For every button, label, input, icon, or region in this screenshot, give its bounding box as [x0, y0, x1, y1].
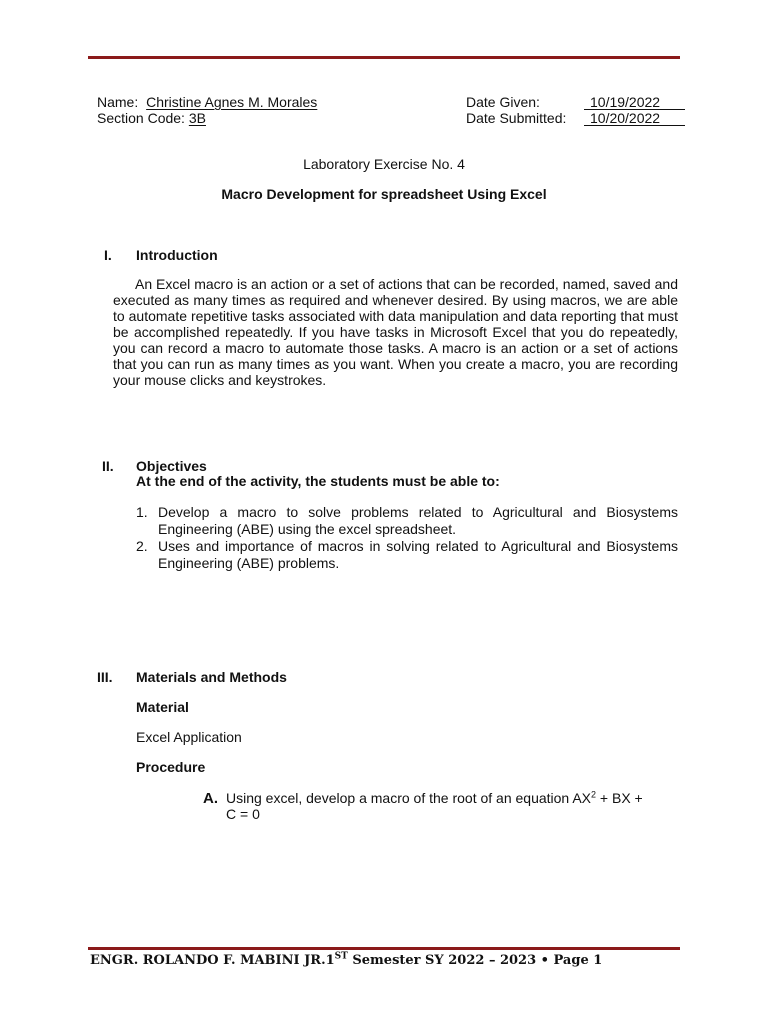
intro-paragraph: An Excel macro is an action or a set of actions that can be recorded, named, saved and executed as many times as required and whenever desired. By using macros, we are able to automate repetitive tasks associated with data manipulation and data reporting that must be accomplished repeatedly. If you have tasks in Microsoft Excel that you do repeatedly, you can record a macro to automate those tasks. A macro is an action or a set of actions that you can run as many times as you want. When you create a macro, you are recording your mouse clicks and keystrokes.: [113, 276, 678, 388]
date-given-value: 10/19/2022: [584, 94, 685, 110]
objective-text-1: Develop a macro to solve problems related to Agricultural and Biosystems Engineering (ABE) using the excel spreadsheet.: [158, 504, 678, 537]
objectives-subheading: At the end of the activity, the students must be able to:: [136, 473, 500, 489]
section-label: Section Code:: [97, 110, 185, 126]
date-given-label: Date Given:: [466, 94, 540, 110]
intro-heading: Introduction: [136, 247, 218, 263]
objectives-numeral: II.: [102, 458, 114, 474]
objective-num-2: 2.: [136, 538, 148, 554]
objective-num-1: 1.: [136, 504, 148, 520]
objective-text-2: Uses and importance of macros in solving related to Agricultural and Biosystems Engineering (ABE) problems.: [158, 538, 678, 571]
name-value: Christine Agnes M. Morales: [146, 94, 318, 110]
exercise-title: Laboratory Exercise No. 4: [303, 156, 465, 172]
material-item: Excel Application: [136, 729, 242, 745]
section-value: 3B: [188, 110, 206, 126]
footer-text-1: ENGR. ROLANDO F. MABINI JR.1: [90, 953, 335, 968]
procedure-sup: 2: [591, 789, 597, 800]
procedure-text-2: + BX +: [596, 790, 643, 806]
procedure-text-1: Using excel, develop a macro of the root of an equation AX: [226, 790, 592, 806]
date-submitted-value: 10/20/2022: [584, 110, 685, 126]
procedure-letter: A.: [203, 790, 218, 807]
material-heading: Material: [136, 699, 189, 715]
materials-heading: Materials and Methods: [136, 669, 287, 685]
date-submitted-label: Date Submitted:: [466, 110, 567, 126]
footer-sup: ST: [334, 951, 348, 962]
footer-text-2: Semester SY 2022 – 2023 • Page 1: [347, 953, 603, 968]
name-label: Name:: [97, 94, 139, 110]
name-field: [97, 94, 317, 110]
materials-numeral: III.: [97, 669, 113, 685]
top-rule: [88, 56, 680, 59]
intro-numeral: I.: [104, 247, 112, 263]
procedure-heading: Procedure: [136, 759, 206, 775]
bottom-rule: [88, 947, 680, 950]
procedure-text-line-1: [226, 790, 643, 806]
procedure-text-3: C = 0: [226, 806, 260, 822]
objectives-heading: Objectives: [136, 458, 207, 474]
section-field: [97, 110, 206, 126]
main-title: Macro Development for spreadsheet Using Excel: [221, 186, 547, 202]
footer: [90, 953, 602, 968]
